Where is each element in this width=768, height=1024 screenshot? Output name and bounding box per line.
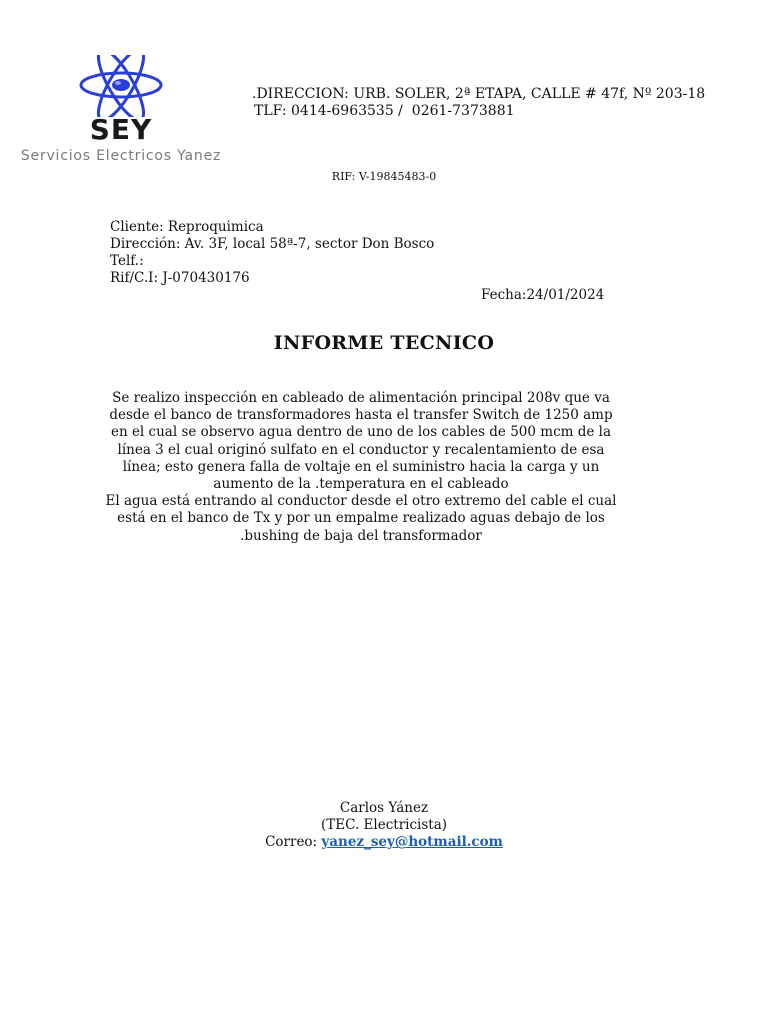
signer-role: (TEC. Electricista) xyxy=(320,817,448,834)
company-logo xyxy=(10,55,232,173)
client-name: Cliente: Reproquimica xyxy=(110,219,264,235)
signer-email-line xyxy=(0,834,768,851)
report-paragraph-2: El agua está entrando al conductor desde el otro extremo del cable el cual está en el banco de Tx y por un empalme realizado aguas debajo de los .bushing de baja del transformador xyxy=(105,493,617,544)
atom-icon xyxy=(10,55,232,117)
client-rif: Rif/C.I: J-070430176 xyxy=(110,270,250,286)
logo-tagline: Servicios Electricos Yanez xyxy=(20,148,222,164)
company-rif: RIF: V-19845483-0 xyxy=(331,170,437,183)
report-body xyxy=(100,390,622,545)
email-link[interactable]: yanez_sey@hotmail.com xyxy=(321,834,503,851)
company-address: .DIRECCION: URB. SOLER, 2ª ETAPA, CALLE # 47f, Nº 203-18 xyxy=(252,86,706,102)
client-phone: Telf.: xyxy=(110,253,144,269)
report-title: INFORME TECNICO xyxy=(273,332,495,354)
email-label: Correo: xyxy=(265,834,322,851)
report-date: Fecha:24/01/2024 xyxy=(481,287,605,303)
logo-wordmark: SEY xyxy=(89,113,153,146)
signature-block xyxy=(0,800,768,852)
company-phone: TLF: 0414-6963535 / 0261-7373881 xyxy=(254,103,515,119)
signer-name: Carlos Yánez xyxy=(339,800,429,816)
report-paragraph-1: Se realizo inspección en cableado de alimentación principal 208v que va desde el banco de transformadores hasta el transfer Switch de 1250 amp en el cual se observo agua dentro de uno de los cables de 500 mcm de la línea 3 el cual originó sulfato en el conductor y recalentamiento de esa línea; esto genera falla de voltaje en el suministro hacia la carga y un aumento de la .temperatura en el cableado xyxy=(109,390,613,493)
client-info xyxy=(110,219,434,287)
client-address: Dirección: Av. 3F, local 58ª-7, sector Don Bosco xyxy=(110,236,435,252)
